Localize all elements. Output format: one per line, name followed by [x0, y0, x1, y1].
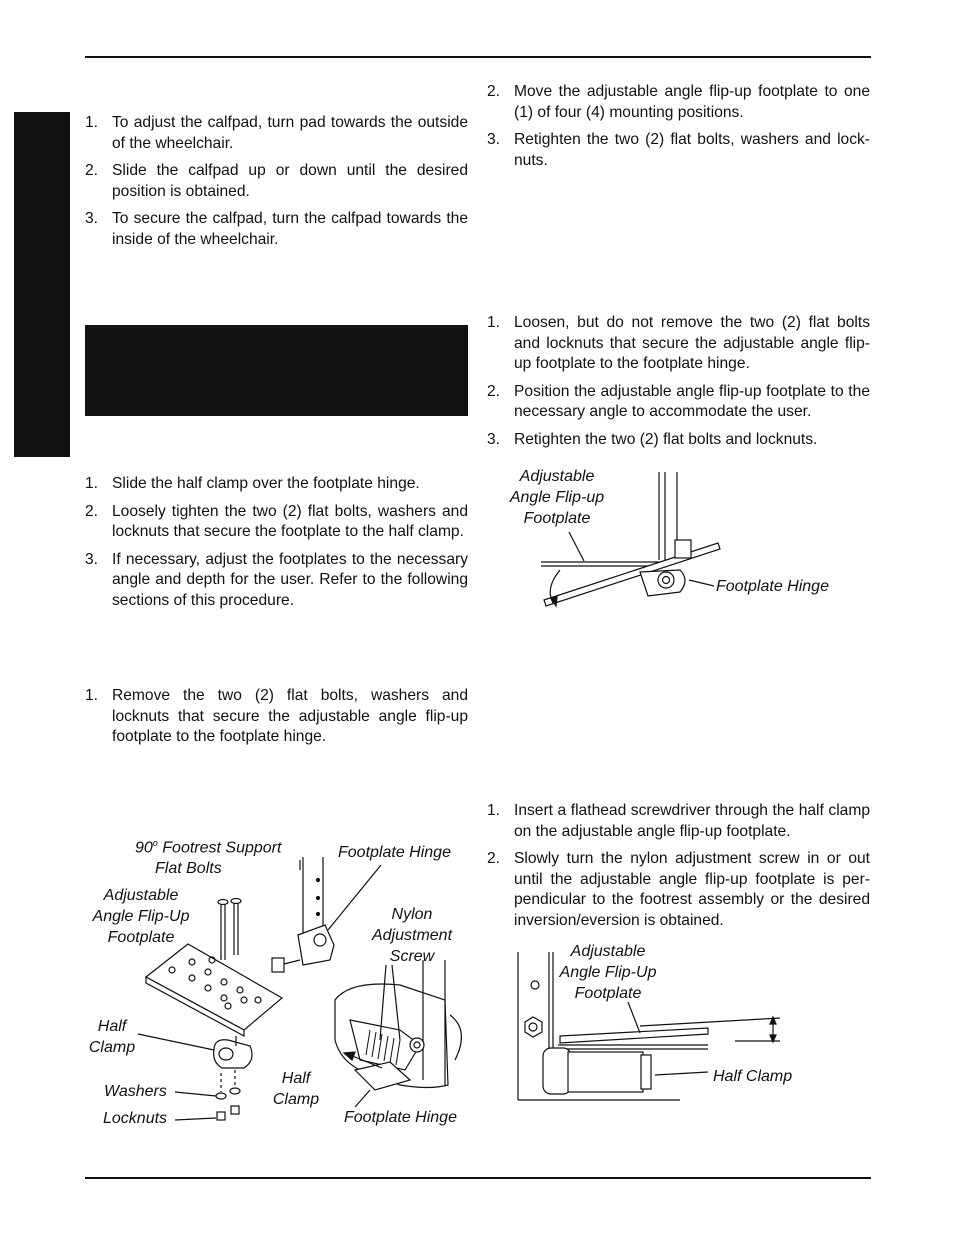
hinge-bottom-label: Footplate Hinge [344, 1109, 457, 1126]
step-number: 1. [85, 475, 99, 492]
step-number: 2. [487, 382, 501, 400]
inversion-half-clamp-label: Half Clamp [713, 1068, 793, 1085]
step-number: 3. [85, 550, 99, 568]
step-text: Position the adjustable angle flip-up footplate to the necessary angle to accommodate the user. [514, 382, 870, 421]
step-text: To secure the calfpad, turn the calfpad towards the inside of the wheelchair. [112, 210, 468, 248]
step-number: 1. [85, 687, 99, 704]
inversion-footplate-label: Adjustable Angle Flip-Up Footplate [559, 943, 657, 1002]
assembly-footplate-label: Adjustable Angle Flip-Up Footplate [92, 887, 190, 946]
step-number: 1. [85, 114, 99, 131]
half-clamp-mid-label: Half Clamp [272, 1070, 320, 1108]
step-text: If necessary, adjust the footplates to the necessary angle and depth for the user. Refer to the following sections of this procedure. [112, 550, 468, 609]
step-text: Retighten the two (2) flat bolts, washers and lock-nuts. [514, 131, 870, 169]
step-text: Move the adjustable angle flip-up footplate to one (1) of four (4) mounting positions. [514, 83, 870, 121]
angle-hinge-label: Footplate Hinge [716, 578, 829, 595]
step-text: Slide the half clamp over the footplate hinge. [112, 475, 420, 492]
step-text: Retighten the two (2) flat bolts and locknuts. [514, 430, 818, 448]
step-number: 3. [85, 210, 99, 228]
hinge-top-label: Footplate Hinge [338, 844, 451, 861]
step-number: 2. [85, 502, 99, 520]
step-number: 2. [487, 83, 501, 100]
step-text: To adjust the calfpad, turn pad towards the outside of the wheelchair. [112, 114, 468, 152]
degree-sign: o [152, 838, 158, 848]
step-text: Slide the calfpad up or down until the desired position is obtained. [112, 162, 468, 200]
step-number: 3. [487, 131, 501, 149]
washers-label: Washers [104, 1083, 167, 1100]
degree-value: 90 [135, 839, 153, 857]
angle-footplate-label: Adjustable Angle Flip-up Footplate [509, 468, 605, 527]
step-text: Insert a flathead screwdriver through the half clamp on the adjustable angle flip-up footplate. [514, 802, 870, 840]
step-text: Remove the two (2) flat bolts, washers and locknuts that secure the adjustable angle flip-up footplate to the footplate hinge. [112, 687, 468, 746]
step-number: 3. [487, 430, 501, 448]
locknuts-label: Locknuts [103, 1110, 168, 1127]
step-number: 2. [85, 162, 99, 180]
flat-bolts-label: Flat Bolts [155, 860, 222, 877]
step-number: 1. [487, 314, 501, 331]
step-text: Loosely tighten the two (2) flat bolts, washers and locknuts that secure the footplate to the half clamp. [112, 502, 468, 541]
step-number: 2. [487, 850, 501, 868]
step-text: Loosen, but do not remove the two (2) flat bolts and locknuts that secure the adjustable angle flip-up footplate to the footplate hinge. [514, 314, 870, 373]
nylon-screw-label: Nylon Adjustment Screw [371, 906, 453, 965]
half-clamp-left-label: Half Clamp [88, 1018, 136, 1056]
support-text: Footrest Support [162, 839, 282, 857]
step-number: 1. [487, 802, 501, 819]
step-text: Slowly turn the nylon adjustment screw in or out until the adjustable angle flip-up footplate is per-pendicular to the footrest assembly or the desired inversion/eversion is obtained. [514, 850, 870, 929]
